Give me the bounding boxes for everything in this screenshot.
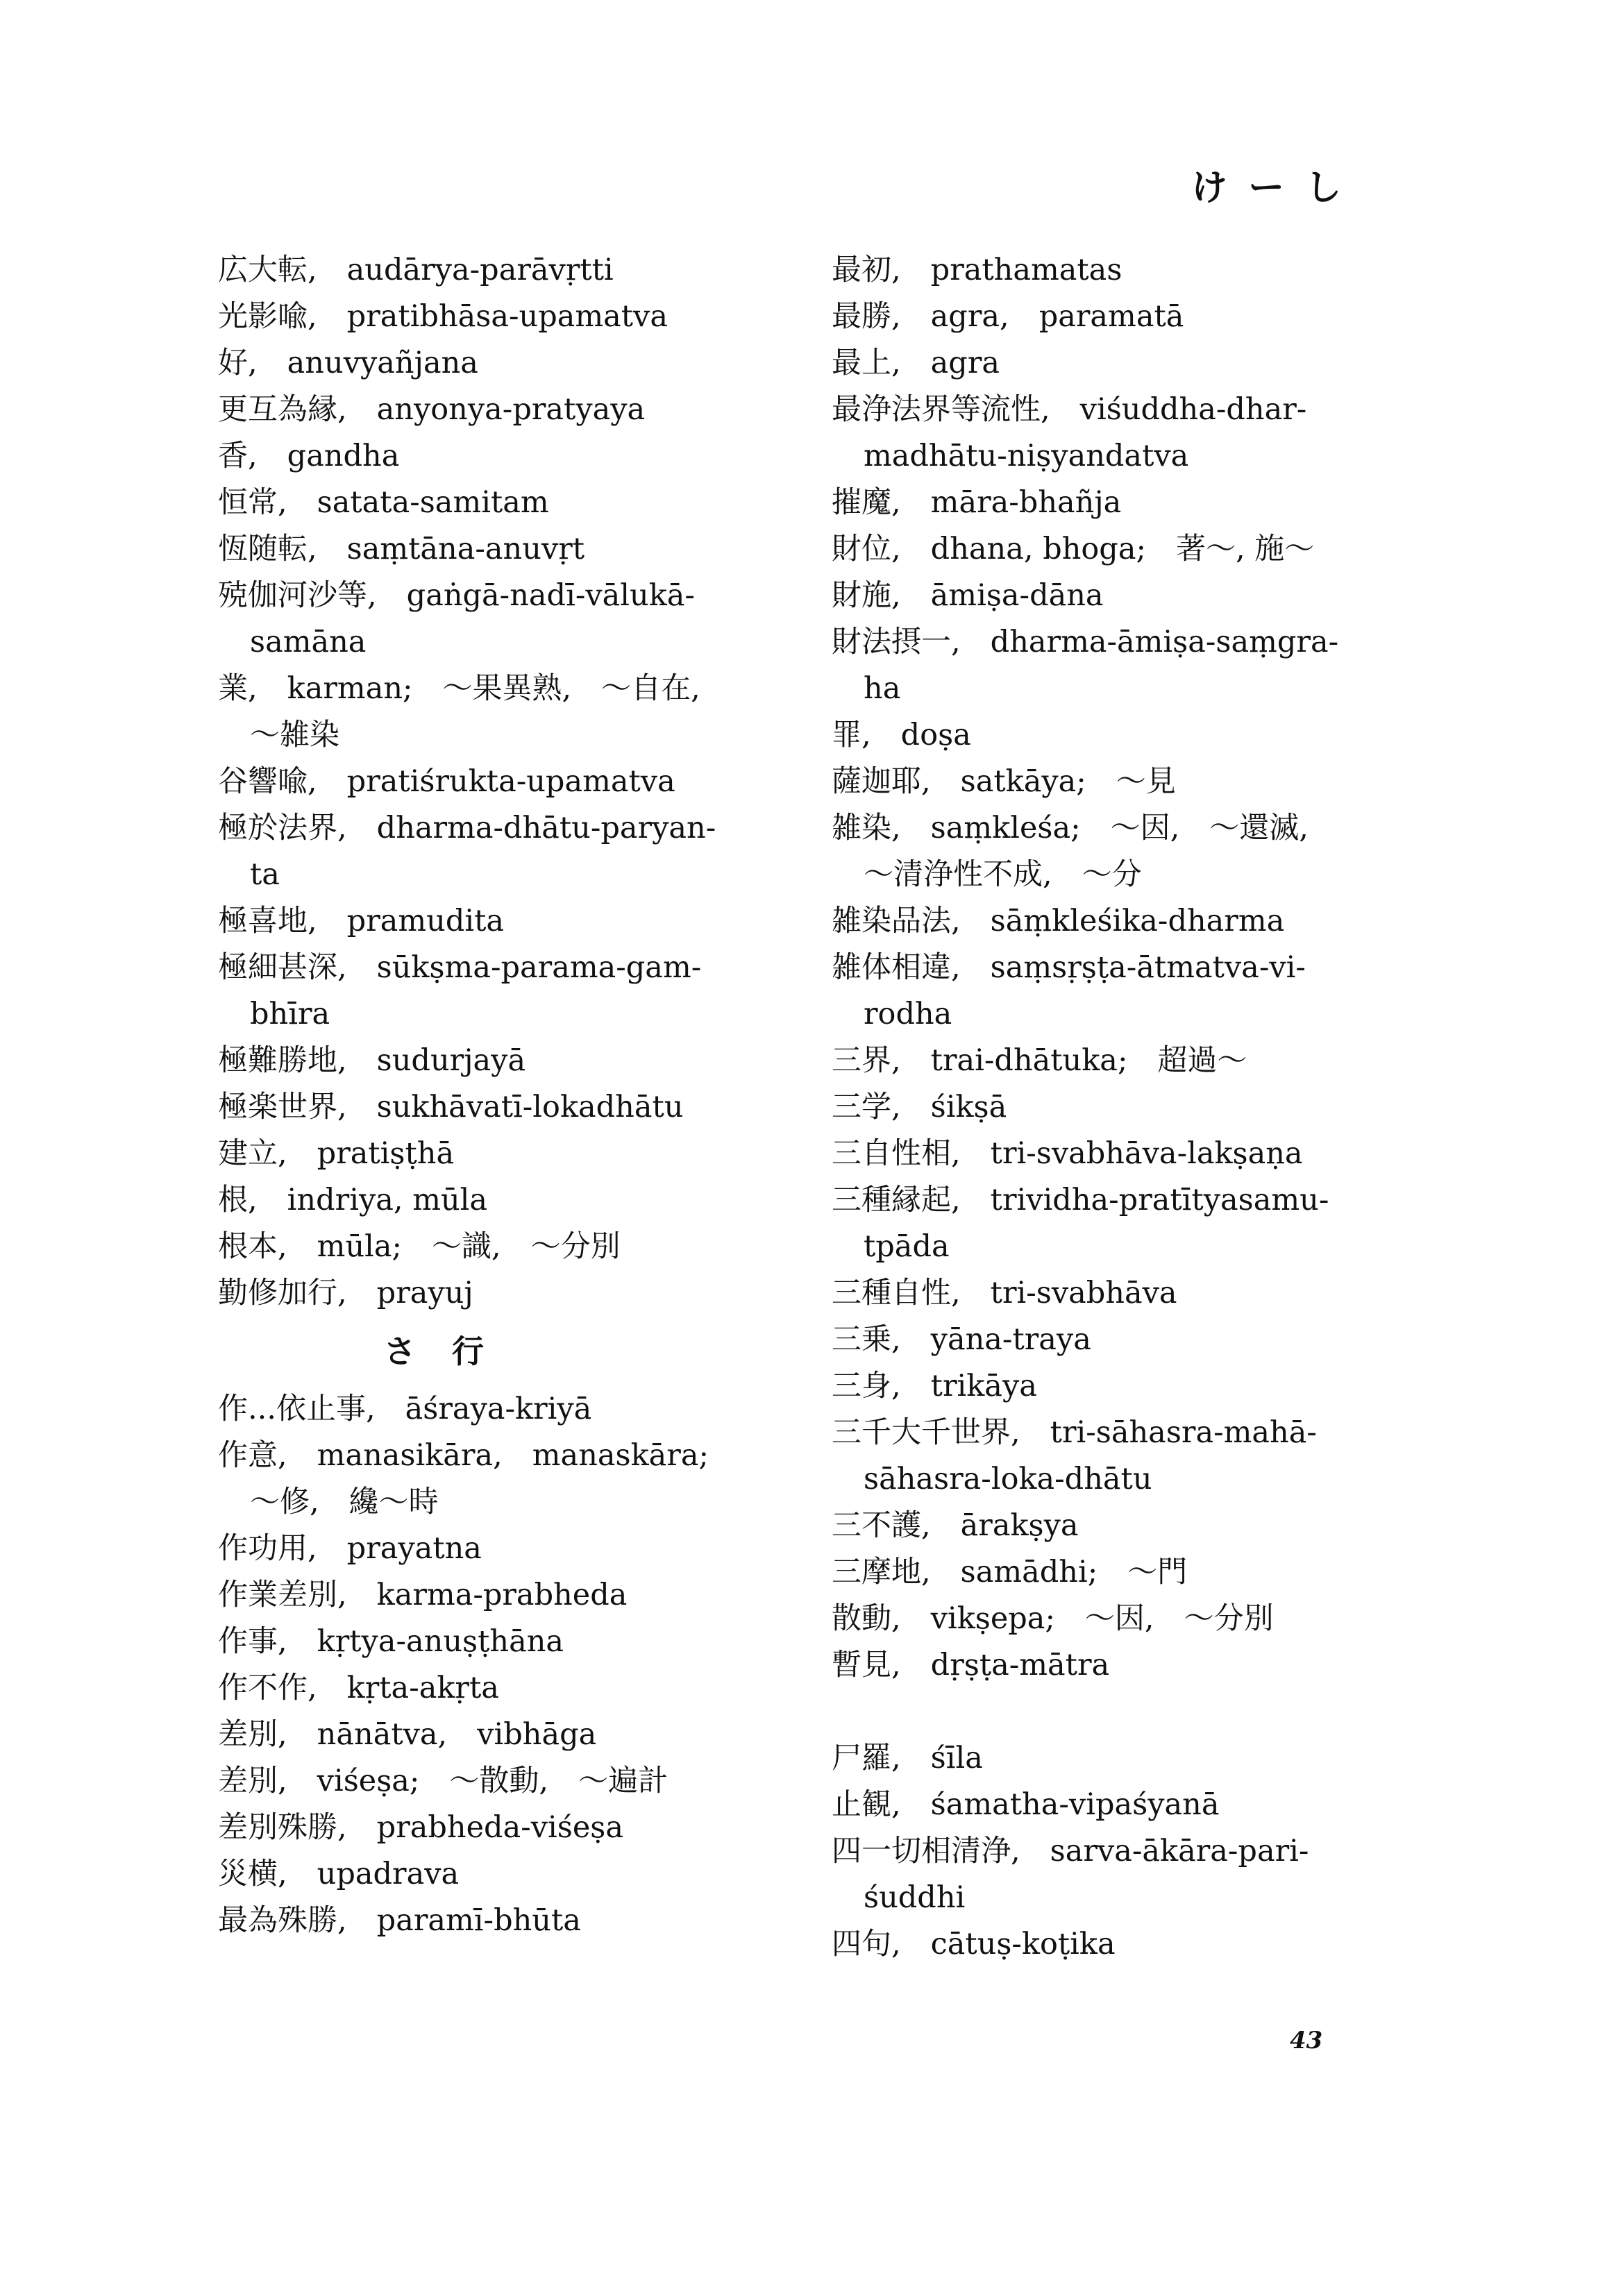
dictionary-entry: 好, anuvyañjana — [218, 346, 478, 380]
dictionary-entry: 散動, vikṣepa; ～因, ～分別 — [832, 1601, 1274, 1636]
dictionary-entry: 最勝, agra, paramatā — [832, 299, 1184, 334]
column-gap — [832, 1689, 1380, 1735]
dictionary-entry: 財施, āmiṣa-dāna — [832, 578, 1104, 613]
dictionary-entry: 作事, kṛtya-anuṣṭhāna — [218, 1624, 564, 1659]
dictionary-entry: 罪, doṣa — [832, 718, 971, 752]
entry-continuation: bhīra — [250, 997, 330, 1031]
dictionary-entry: 財法摂一, dharma-āmiṣa-saṃgra- — [832, 625, 1339, 659]
dictionary-entry: 尸羅, śīla — [832, 1741, 983, 1775]
entry-continuation: ～清浄性不成, ～分 — [864, 857, 1142, 892]
dictionary-entry: 最浄法界等流性, viśuddha-dhar- — [832, 392, 1307, 427]
dictionary-entry: 谷響喩, pratiśrukta-upamatva — [218, 764, 675, 799]
dictionary-entry: 三学, śikṣā — [832, 1090, 1007, 1124]
dictionary-entry: 暫見, dṛṣṭa-mātra — [832, 1648, 1110, 1682]
right-column — [832, 247, 1380, 1968]
dictionary-entry: 三乗, yāna-traya — [832, 1322, 1091, 1357]
dictionary-entry: 薩迦耶, satkāya; ～見 — [832, 764, 1176, 799]
section-heading: さ 行 — [383, 1333, 496, 1370]
dictionary-entry: 摧魔, māra-bhañja — [832, 485, 1122, 520]
dictionary-entry: 災横, upadrava — [218, 1857, 460, 1891]
dictionary-entry: 作功用, prayatna — [218, 1531, 482, 1566]
dictionary-entry: 差別殊勝, prabheda-viśeṣa — [218, 1810, 624, 1845]
dictionary-entry: 最初, prathamatas — [832, 253, 1122, 287]
dictionary-entry: 差別, viśeṣa; ～散動, ～遍計 — [218, 1764, 668, 1798]
dictionary-entry: 止観, śamatha-vipaśyanā — [832, 1787, 1220, 1822]
entry-continuation: rodha — [864, 997, 952, 1031]
dictionary-entry: 殑伽河沙等, gaṅgā-nadī-vālukā- — [218, 578, 695, 613]
dictionary-entry: 建立, pratiṣṭhā — [218, 1136, 455, 1171]
dictionary-entry: 根, indriya, mūla — [218, 1183, 488, 1217]
entry-continuation: tpāda — [864, 1229, 950, 1264]
entry-continuation: samāna — [250, 625, 367, 659]
dictionary-entry: 雑染, saṃkleśa; ～因, ～還滅, — [832, 811, 1309, 845]
dictionary-entry: 三千大千世界, tri-sāhasra-mahā- — [832, 1415, 1317, 1450]
dictionary-entry: 極難勝地, sudurjayā — [218, 1043, 526, 1078]
dictionary-entry: 作不作, kṛta-akṛta — [218, 1671, 499, 1705]
dictionary-entry: 業, karman; ～果異熟, ～自在, — [218, 671, 700, 706]
dictionary-entry: 勤修加行, prayuj — [218, 1276, 473, 1310]
dictionary-entry: 更互為縁, anyonya-pratyaya — [218, 392, 646, 427]
dictionary-entry: 作業差別, karma-prabheda — [218, 1578, 628, 1612]
entry-continuation: ～雑染 — [250, 718, 339, 752]
dictionary-entry: 雑体相違, saṃsṛṣṭa-ātmatva-vi- — [832, 950, 1306, 985]
page-number: 43 — [1290, 2027, 1323, 2054]
dictionary-entry: 極喜地, pramudita — [218, 904, 505, 938]
left-column — [218, 247, 766, 1944]
dictionary-entry: 四一切相清浄, sarva-ākāra-pari- — [832, 1834, 1309, 1868]
dictionary-entry: 雑染品法, sāṃkleśika-dharma — [832, 904, 1285, 938]
dictionary-entry: 三種自性, tri-svabhāva — [832, 1276, 1177, 1310]
dictionary-entry: 最上, agra — [832, 346, 1000, 380]
dictionary-entry: 香, gandha — [218, 439, 400, 473]
entry-continuation: madhātu-niṣyandatva — [864, 439, 1189, 473]
dictionary-entry: 恒常, satata-samitam — [218, 485, 549, 520]
dictionary-entry: 極於法界, dharma-dhātu-paryan- — [218, 811, 716, 845]
dictionary-entry: 極楽世界, sukhāvatī-lokadhātu — [218, 1090, 684, 1124]
dictionary-entry: 三身, trikāya — [832, 1369, 1037, 1403]
dictionary-entry: 最為殊勝, paramī-bhūta — [218, 1903, 581, 1938]
dictionary-entry: 三自性相, tri-svabhāva-lakṣaṇa — [832, 1136, 1303, 1171]
entry-continuation: sāhasra-loka-dhātu — [864, 1462, 1152, 1496]
entry-continuation: ha — [864, 671, 901, 706]
dictionary-entry: 根本, mūla; ～識, ～分別 — [218, 1229, 621, 1264]
dictionary-entry: 財位, dhana, bhoga; 著～, 施～ — [832, 532, 1315, 566]
dictionary-entry: 作...依止事, āśraya-kriyā — [218, 1392, 592, 1426]
entry-continuation: śuddhi — [864, 1880, 966, 1915]
dictionary-entry: 恆随転, saṃtāna-anuvṛt — [218, 532, 585, 566]
dictionary-entry: 三不護, ārakṣya — [832, 1508, 1079, 1543]
entry-continuation: ta — [250, 857, 280, 892]
dictionary-entry: 差別, nānātva, vibhāga — [218, 1717, 597, 1752]
dictionary-entry: 光影喩, pratibhāsa-upamatva — [218, 299, 668, 334]
dictionary-entry: 四句, cātuṣ-koṭika — [832, 1927, 1116, 1961]
dictionary-entry: 作意, manasikāra, manaskāra; — [218, 1438, 709, 1473]
dictionary-entry: 三摩地, samādhi; ～門 — [832, 1555, 1188, 1589]
dictionary-entry: 広大転, audārya-parāvṛtti — [218, 253, 614, 287]
entry-continuation: ～修, 纔～時 — [250, 1485, 439, 1519]
dictionary-entry: 極細甚深, sūkṣma-parama-gam- — [218, 950, 702, 985]
dictionary-entry: 三界, trai-dhātuka; 超過～ — [832, 1043, 1247, 1078]
dictionary-entry: 三種縁起, trividha-pratītyasamu- — [832, 1183, 1329, 1217]
running-head: け ー し — [1191, 167, 1346, 209]
